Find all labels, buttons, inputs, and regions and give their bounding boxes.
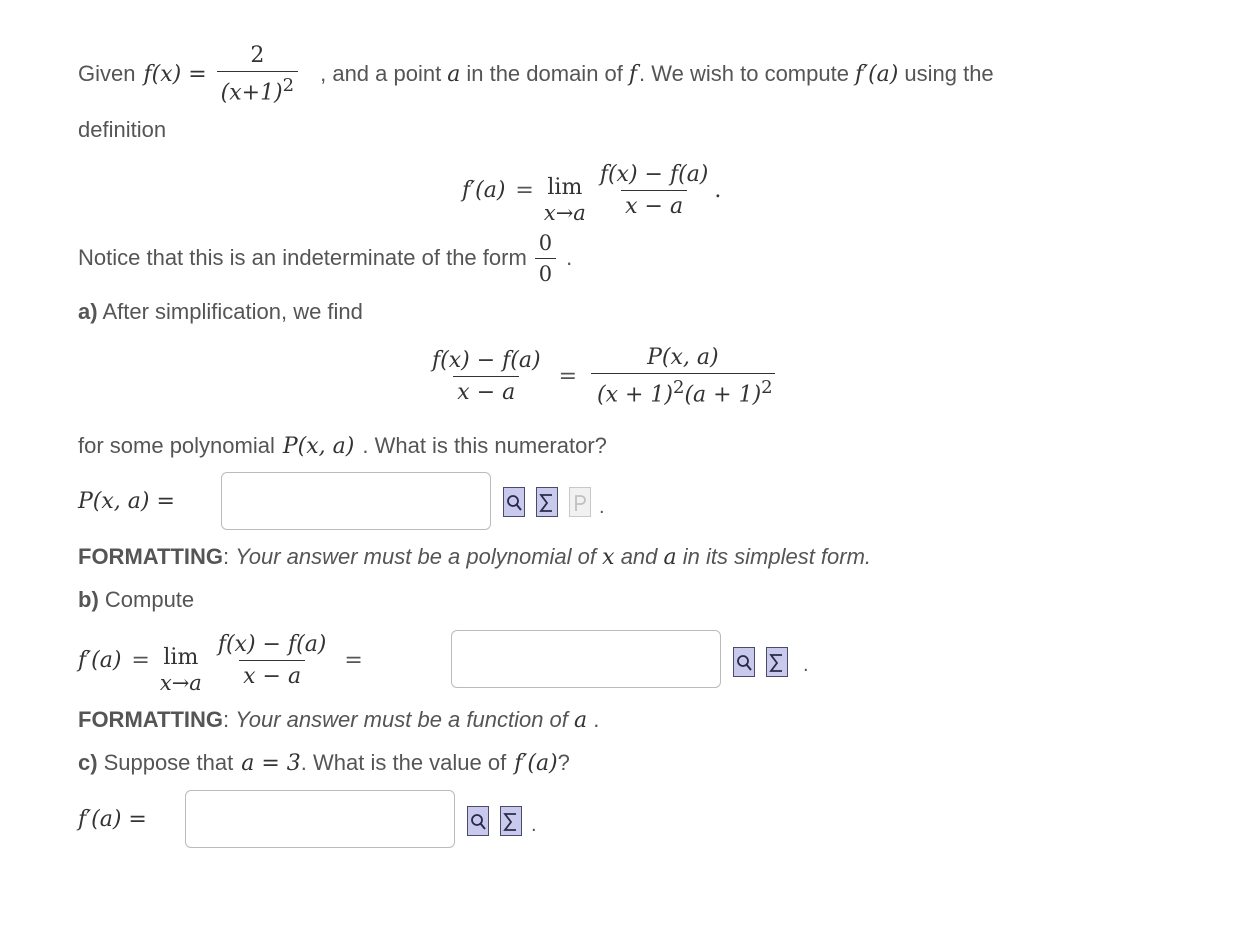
preview-icon[interactable] [733,647,755,677]
b-formatting-label: FORMATTING [78,707,224,732]
a-formatting-colon: : [223,544,230,569]
b-lhs: f′(a) [78,647,122,673]
intro-text-2: in the domain of [466,61,623,86]
part-b-equation [78,620,373,700]
a-eq: = [558,363,577,389]
intro-line [78,38,994,110]
part-a-equation [428,332,775,420]
b-num: f(x) − f(a) [217,631,327,657]
c-answer-input[interactable] [185,790,455,848]
notice-end: . [566,245,573,270]
a-rhs-exp-1: 2 [673,376,685,398]
notice-den: 0 [535,258,556,286]
def-lim: lim [547,175,583,201]
a-formatting-label: FORMATTING [78,544,224,569]
poly-text-1: for some polynomial [78,433,275,458]
part-c-cond: a = 3 [241,750,301,776]
def-lim-sub: x→a [543,200,586,225]
intro-f: f [628,61,638,87]
b-formatting-end: . [593,707,600,732]
intro-fpa: f′(a) [854,61,899,87]
a-lhs-den: x − a [453,376,519,405]
a-formatting-text-1: Your answer must be a polynomial of [235,544,597,569]
part-b-heading [78,587,194,613]
b-formatting [78,707,599,733]
preview-icon[interactable] [467,806,489,836]
part-c-text-2: . What is the value of [300,750,507,775]
definition-equation [462,150,721,230]
b-limit [160,645,202,694]
b-lim-sub: x→a [159,670,202,695]
notice-line [78,228,572,288]
def-fraction [596,162,713,219]
a-fmt-a: a [663,545,677,570]
b-den: x − a [239,660,305,689]
f-numerator: 2 [250,42,265,68]
equation-editor-icon[interactable] [766,647,788,677]
part-a-text: After simplification, we find [102,299,363,324]
poly-line [78,430,607,462]
def-limit [544,175,586,224]
def-end: . [714,177,722,203]
a-rhs-fraction [591,345,775,407]
a-answer-input[interactable] [221,472,491,530]
a-fmt-x: x [602,545,615,570]
b-eq-2: = [344,647,363,673]
def-num: f(x) − f(a) [599,161,709,187]
equation-editor-icon[interactable] [536,487,558,517]
def-lhs: f′(a) [462,177,506,203]
a-lhs-num: f(x) − f(a) [432,347,541,373]
notice-num: 0 [538,230,553,255]
poly-text-2: . What is this numerator? [362,433,607,458]
b-eq: = [131,647,150,673]
b-fmt-a: a [574,708,588,733]
b-formatting-text: Your answer must be a function of [235,707,568,732]
part-b-text: Compute [104,587,195,612]
c-end-dot: . [531,814,537,836]
a-formatting-text-2: in its simplest form. [682,544,872,569]
zero-over-zero [535,231,556,286]
def-eq: = [515,177,534,203]
given-text: Given [78,61,136,86]
intro-text-3: . We wish to compute [639,61,849,86]
a-formatting [78,544,871,570]
a-rhs-den-2: (a + 1) [684,382,762,408]
a-formatting-and: and [620,544,658,569]
definition-word: definition [78,117,167,142]
c-answer-label: f′(a) = [78,807,147,832]
f-denominator-exp: 2 [282,74,295,96]
f-fraction [217,43,298,105]
a-end-dot: . [599,496,605,518]
equation-editor-icon[interactable] [500,806,522,836]
intro-a: a [447,61,461,87]
a-lhs-fraction [428,348,545,405]
b-fraction [214,632,331,689]
f-denominator: (x+1) [220,80,283,106]
part-c-label: c) [78,750,98,775]
part-a-heading [78,299,363,325]
b-lim: lim [163,645,199,671]
preview-icon[interactable] [503,487,525,517]
intro-text-1: , and a point [320,61,442,86]
b-formatting-colon: : [223,707,230,732]
part-c-fpa: f′(a) [514,750,558,776]
notice-text: Notice that this is an indeterminate of the form [78,245,527,270]
poly-P: P(x, a) [282,433,355,459]
b-answer-input[interactable] [451,630,721,688]
part-c-text-1: Suppose that [103,750,234,775]
part-b-label: b) [78,587,99,612]
intro-text-4: using the [904,61,994,86]
def-den: x − a [621,190,687,219]
a-rhs-exp-2: 2 [761,376,773,398]
a-answer-label: P(x, a) = [78,489,175,514]
part-a-label: a) [78,299,98,324]
part-c-q: ? [557,750,570,775]
a-rhs-den-1: (x + 1) [597,382,673,408]
part-c-heading [78,746,570,780]
fx-lhs: f(x) = [143,61,207,87]
a-rhs-num: P(x, a) [647,344,719,370]
b-end-dot: . [803,654,809,676]
p-icon [569,487,591,517]
